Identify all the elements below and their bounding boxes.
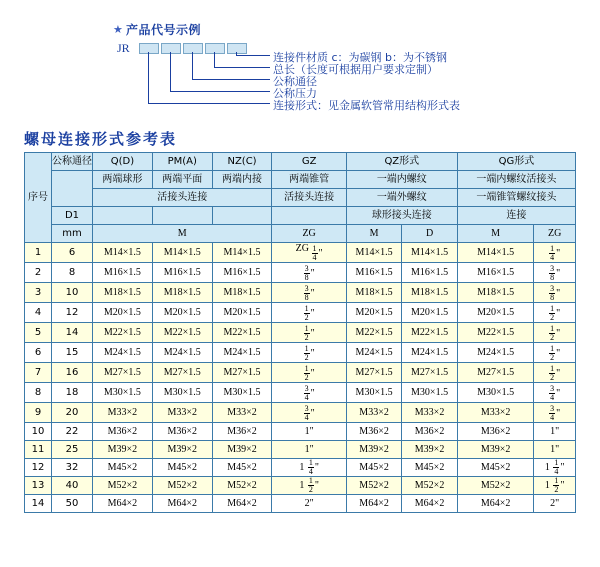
header-group-desc-4b: 一端外螺纹: [346, 189, 457, 207]
code-prefix: JR: [117, 41, 130, 55]
leader-line: [148, 52, 149, 103]
cell-seq: 5: [25, 323, 52, 343]
cell-qg-m: M20×1.5: [457, 303, 534, 323]
table-row: [25, 423, 576, 441]
leader-line: [236, 55, 270, 56]
cell-seq: 10: [25, 423, 52, 441]
table-row: [25, 477, 576, 495]
cell-pm: M14×1.5: [152, 243, 212, 263]
cell-qz-d: M22×1.5: [402, 323, 457, 343]
cell-nz: M16×1.5: [212, 263, 272, 283]
cell-pm: M24×1.5: [152, 343, 212, 363]
cell-qz-d: M45×2: [402, 459, 457, 477]
cell-qz-m: M27×1.5: [346, 363, 401, 383]
cell-pm: M22×1.5: [152, 323, 212, 343]
cell-qg-zg: $\frac{3}{4}$ ": [534, 403, 576, 423]
table-row: [25, 495, 576, 513]
cell-gz: 1 $\frac{1}{2}$ ": [272, 477, 346, 495]
header-unit-5a: M: [457, 225, 534, 243]
table-row: [25, 403, 576, 423]
cell-qz-m: M45×2: [346, 459, 401, 477]
cell-dn: 18: [52, 383, 93, 403]
cell-q: M64×2: [93, 495, 153, 513]
cell-qz-m: M30×1.5: [346, 383, 401, 403]
table-row: [25, 459, 576, 477]
header-spacer-3: [272, 207, 346, 225]
header-dn-d1: D1: [52, 207, 93, 225]
code-slot-2: [161, 43, 181, 54]
header-unit-3: ZG: [272, 225, 346, 243]
cell-qg-m: M36×2: [457, 423, 534, 441]
cell-nz: M33×2: [212, 403, 272, 423]
cell-dn: 40: [52, 477, 93, 495]
cell-qg-zg: $\frac{3}{4}$ ": [534, 383, 576, 403]
cell-qg-m: M64×2: [457, 495, 534, 513]
table-row: [25, 303, 576, 323]
header-dn-blank: [52, 171, 93, 207]
cell-gz: $\frac{3}{4}$ ": [272, 383, 346, 403]
cell-gz: $\frac{1}{2}$ ": [272, 343, 346, 363]
header-group-code-4: QZ形式: [346, 153, 457, 171]
cell-q: M24×1.5: [93, 343, 153, 363]
cell-dn: 16: [52, 363, 93, 383]
cell-gz: $\frac{3}{8}$ ": [272, 263, 346, 283]
header-group-sub-0: 活接头连接: [93, 189, 272, 207]
header-spacer-0: [93, 207, 153, 225]
cell-pm: M16×1.5: [152, 263, 212, 283]
cell-nz: M14×1.5: [212, 243, 272, 263]
cell-gz: $\frac{3}{8}$ ": [272, 283, 346, 303]
cell-pm: M45×2: [152, 459, 212, 477]
cell-gz: 1": [272, 441, 346, 459]
cell-qg-m: M24×1.5: [457, 343, 534, 363]
cell-qz-d: M14×1.5: [402, 243, 457, 263]
cell-pm: M20×1.5: [152, 303, 212, 323]
code-slot-3: [183, 43, 203, 54]
cell-qg-zg: $\frac{3}{8}$ ": [534, 263, 576, 283]
cell-nz: M30×1.5: [212, 383, 272, 403]
cell-qz-m: M20×1.5: [346, 303, 401, 323]
header-group-sub-3: 活接头连接: [272, 189, 346, 207]
cell-nz: M27×1.5: [212, 363, 272, 383]
header-group-code-2: NZ(C): [212, 153, 272, 171]
cell-gz: $\frac{3}{4}$ ": [272, 403, 346, 423]
cell-qz-m: M33×2: [346, 403, 401, 423]
cell-qg-zg: $\frac{3}{8}$ ": [534, 283, 576, 303]
header-unit-5b: ZG: [534, 225, 576, 243]
cell-qz-d: M64×2: [402, 495, 457, 513]
cell-qg-m: M52×2: [457, 477, 534, 495]
cell-qz-d: M36×2: [402, 423, 457, 441]
cell-qz-d: M33×2: [402, 403, 457, 423]
cell-pm: M39×2: [152, 441, 212, 459]
cell-nz: M52×2: [212, 477, 272, 495]
cell-qz-d: M30×1.5: [402, 383, 457, 403]
cell-nz: M22×1.5: [212, 323, 272, 343]
cell-qg-m: M14×1.5: [457, 243, 534, 263]
table-header-row: [25, 189, 576, 207]
cell-gz: $\frac{1}{2}$ ": [272, 323, 346, 343]
cell-qz-m: M24×1.5: [346, 343, 401, 363]
star-icon: ★: [113, 23, 123, 36]
cell-nz: M20×1.5: [212, 303, 272, 323]
cell-qz-d: M24×1.5: [402, 343, 457, 363]
cell-q: M36×2: [93, 423, 153, 441]
cell-seq: 4: [25, 303, 52, 323]
header-unit-4b: D: [402, 225, 457, 243]
code-example-title: 产品代号示例: [126, 23, 202, 37]
code-slot-4: [205, 43, 225, 54]
cell-qz-d: M39×2: [402, 441, 457, 459]
table-body: [25, 243, 576, 513]
cell-dn: 14: [52, 323, 93, 343]
cell-gz: 1": [272, 423, 346, 441]
cell-q: M14×1.5: [93, 243, 153, 263]
header-spacer-2: [212, 207, 272, 225]
code-legend-conn: 连接形式：见金属软管常用结构形式表: [273, 99, 460, 112]
header-group-desc-1: 两端平面: [152, 171, 212, 189]
cell-pm: M36×2: [152, 423, 212, 441]
cell-qg-zg: $\frac{1}{2}$ ": [534, 303, 576, 323]
header-group-code-1: PM(A): [152, 153, 212, 171]
cell-qz-d: M27×1.5: [402, 363, 457, 383]
table-row: [25, 363, 576, 383]
nut-connection-table: [24, 152, 576, 513]
code-slot-1: [139, 43, 159, 54]
cell-nz: M64×2: [212, 495, 272, 513]
cell-pm: M30×1.5: [152, 383, 212, 403]
cell-nz: M18×1.5: [212, 283, 272, 303]
header-unit-4a: M: [346, 225, 401, 243]
cell-qg-zg: 1 $\frac{1}{4}$ ": [534, 459, 576, 477]
cell-qg-m: M22×1.5: [457, 323, 534, 343]
cell-qz-m: M22×1.5: [346, 323, 401, 343]
cell-gz: $\frac{1}{2}$ ": [272, 363, 346, 383]
cell-qz-m: M18×1.5: [346, 283, 401, 303]
cell-seq: 11: [25, 441, 52, 459]
code-slot-5: [227, 43, 247, 54]
table-row: [25, 243, 576, 263]
header-unit-0: M: [93, 225, 272, 243]
cell-seq: 2: [25, 263, 52, 283]
cell-dn: 22: [52, 423, 93, 441]
cell-qg-zg: $\frac{1}{2}$ ": [534, 343, 576, 363]
header-dn-unit: mm: [52, 225, 93, 243]
cell-q: M22×1.5: [93, 323, 153, 343]
leader-line: [214, 67, 270, 68]
cell-seq: 6: [25, 343, 52, 363]
cell-pm: M33×2: [152, 403, 212, 423]
cell-dn: 50: [52, 495, 93, 513]
header-group-desc-5a: 一端内螺纹活接头: [457, 171, 575, 189]
table-row: [25, 441, 576, 459]
cell-dn: 20: [52, 403, 93, 423]
header-group-desc-4a: 一端内螺纹: [346, 171, 457, 189]
cell-nz: M24×1.5: [212, 343, 272, 363]
cell-qg-m: M27×1.5: [457, 363, 534, 383]
cell-gz: 2": [272, 495, 346, 513]
table-row: [25, 343, 576, 363]
cell-nz: M39×2: [212, 441, 272, 459]
cell-qg-zg: 1": [534, 423, 576, 441]
cell-gz: $\frac{1}{2}$ ": [272, 303, 346, 323]
cell-qg-m: M33×2: [457, 403, 534, 423]
header-spacer-1: [152, 207, 212, 225]
cell-q: M30×1.5: [93, 383, 153, 403]
cell-qz-m: M16×1.5: [346, 263, 401, 283]
code-legend-length: 总长（长度可根据用户要求定制）: [273, 63, 438, 76]
leader-line: [170, 91, 270, 92]
cell-seq: 13: [25, 477, 52, 495]
table-header-row: [25, 225, 576, 243]
header-group-code-3: GZ: [272, 153, 346, 171]
cell-qg-zg: $\frac{1}{2}$ ": [534, 323, 576, 343]
leader-line: [192, 79, 270, 80]
header-group-code-5: QG形式: [457, 153, 575, 171]
cell-dn: 6: [52, 243, 93, 263]
cell-qg-zg: 1": [534, 441, 576, 459]
cell-seq: 1: [25, 243, 52, 263]
cell-qz-m: M14×1.5: [346, 243, 401, 263]
header-group-desc-3: 两端锥管: [272, 171, 346, 189]
table-row: [25, 283, 576, 303]
cell-q: M45×2: [93, 459, 153, 477]
cell-qg-m: M39×2: [457, 441, 534, 459]
cell-dn: 15: [52, 343, 93, 363]
product-code-example: [0, 0, 600, 118]
cell-dn: 8: [52, 263, 93, 283]
table-row: [25, 383, 576, 403]
cell-q: M20×1.5: [93, 303, 153, 323]
header-group-sub-5: 连接: [457, 207, 575, 225]
cell-dn: 10: [52, 283, 93, 303]
cell-seq: 3: [25, 283, 52, 303]
cell-seq: 14: [25, 495, 52, 513]
leader-line: [170, 52, 171, 91]
cell-q: M16×1.5: [93, 263, 153, 283]
cell-seq: 7: [25, 363, 52, 383]
cell-qz-d: M52×2: [402, 477, 457, 495]
leader-line: [214, 52, 215, 67]
cell-qz-m: M64×2: [346, 495, 401, 513]
cell-nz: M36×2: [212, 423, 272, 441]
page-title: 螺母连接形式参考表: [24, 130, 178, 148]
table-header-row: [25, 207, 576, 225]
header-dn-label: 公称通径: [52, 153, 93, 171]
table-header-row: [25, 171, 576, 189]
header-group-sub-4: 球形接头连接: [346, 207, 457, 225]
cell-dn: 32: [52, 459, 93, 477]
cell-pm: M18×1.5: [152, 283, 212, 303]
cell-q: M27×1.5: [93, 363, 153, 383]
cell-q: M33×2: [93, 403, 153, 423]
table-row: [25, 263, 576, 283]
code-legend-dn: 公称通径: [273, 75, 317, 88]
cell-qz-d: M18×1.5: [402, 283, 457, 303]
cell-q: M52×2: [93, 477, 153, 495]
cell-seq: 9: [25, 403, 52, 423]
cell-qg-m: M30×1.5: [457, 383, 534, 403]
cell-gz: ZG $\frac{1}{4}$ ": [272, 243, 346, 263]
header-group-desc-2: 两端内接: [212, 171, 272, 189]
cell-qg-zg: $\frac{1}{4}$ ": [534, 243, 576, 263]
cell-qg-zg: $\frac{1}{2}$ ": [534, 363, 576, 383]
header-group-desc-0: 两端球形: [93, 171, 153, 189]
leader-line: [192, 52, 193, 79]
table-row: [25, 323, 576, 343]
cell-qg-m: M18×1.5: [457, 283, 534, 303]
cell-seq: 12: [25, 459, 52, 477]
cell-qg-zg: 1 $\frac{1}{2}$ ": [534, 477, 576, 495]
cell-qz-m: M39×2: [346, 441, 401, 459]
cell-qg-m: M45×2: [457, 459, 534, 477]
leader-line: [148, 103, 270, 104]
cell-seq: 8: [25, 383, 52, 403]
cell-qg-m: M16×1.5: [457, 263, 534, 283]
cell-qz-d: M20×1.5: [402, 303, 457, 323]
cell-dn: 25: [52, 441, 93, 459]
code-legend-pn: 公称压力: [273, 87, 317, 100]
cell-q: M18×1.5: [93, 283, 153, 303]
cell-nz: M45×2: [212, 459, 272, 477]
cell-gz: 1 $\frac{1}{4}$ ": [272, 459, 346, 477]
cell-dn: 12: [52, 303, 93, 323]
cell-pm: M27×1.5: [152, 363, 212, 383]
header-group-code-0: Q(D): [93, 153, 153, 171]
cell-qg-zg: 2": [534, 495, 576, 513]
cell-qz-d: M16×1.5: [402, 263, 457, 283]
code-legend-material: 连接件材质 c：为碳钢 b：为不锈钢: [273, 51, 448, 64]
cell-pm: M64×2: [152, 495, 212, 513]
cell-q: M39×2: [93, 441, 153, 459]
cell-pm: M52×2: [152, 477, 212, 495]
header-group-desc-5b: 一端锥管螺纹接头: [457, 189, 575, 207]
cell-qz-m: M36×2: [346, 423, 401, 441]
table-header-row: [25, 153, 576, 171]
cell-qz-m: M52×2: [346, 477, 401, 495]
header-seq: 序号: [25, 153, 52, 243]
